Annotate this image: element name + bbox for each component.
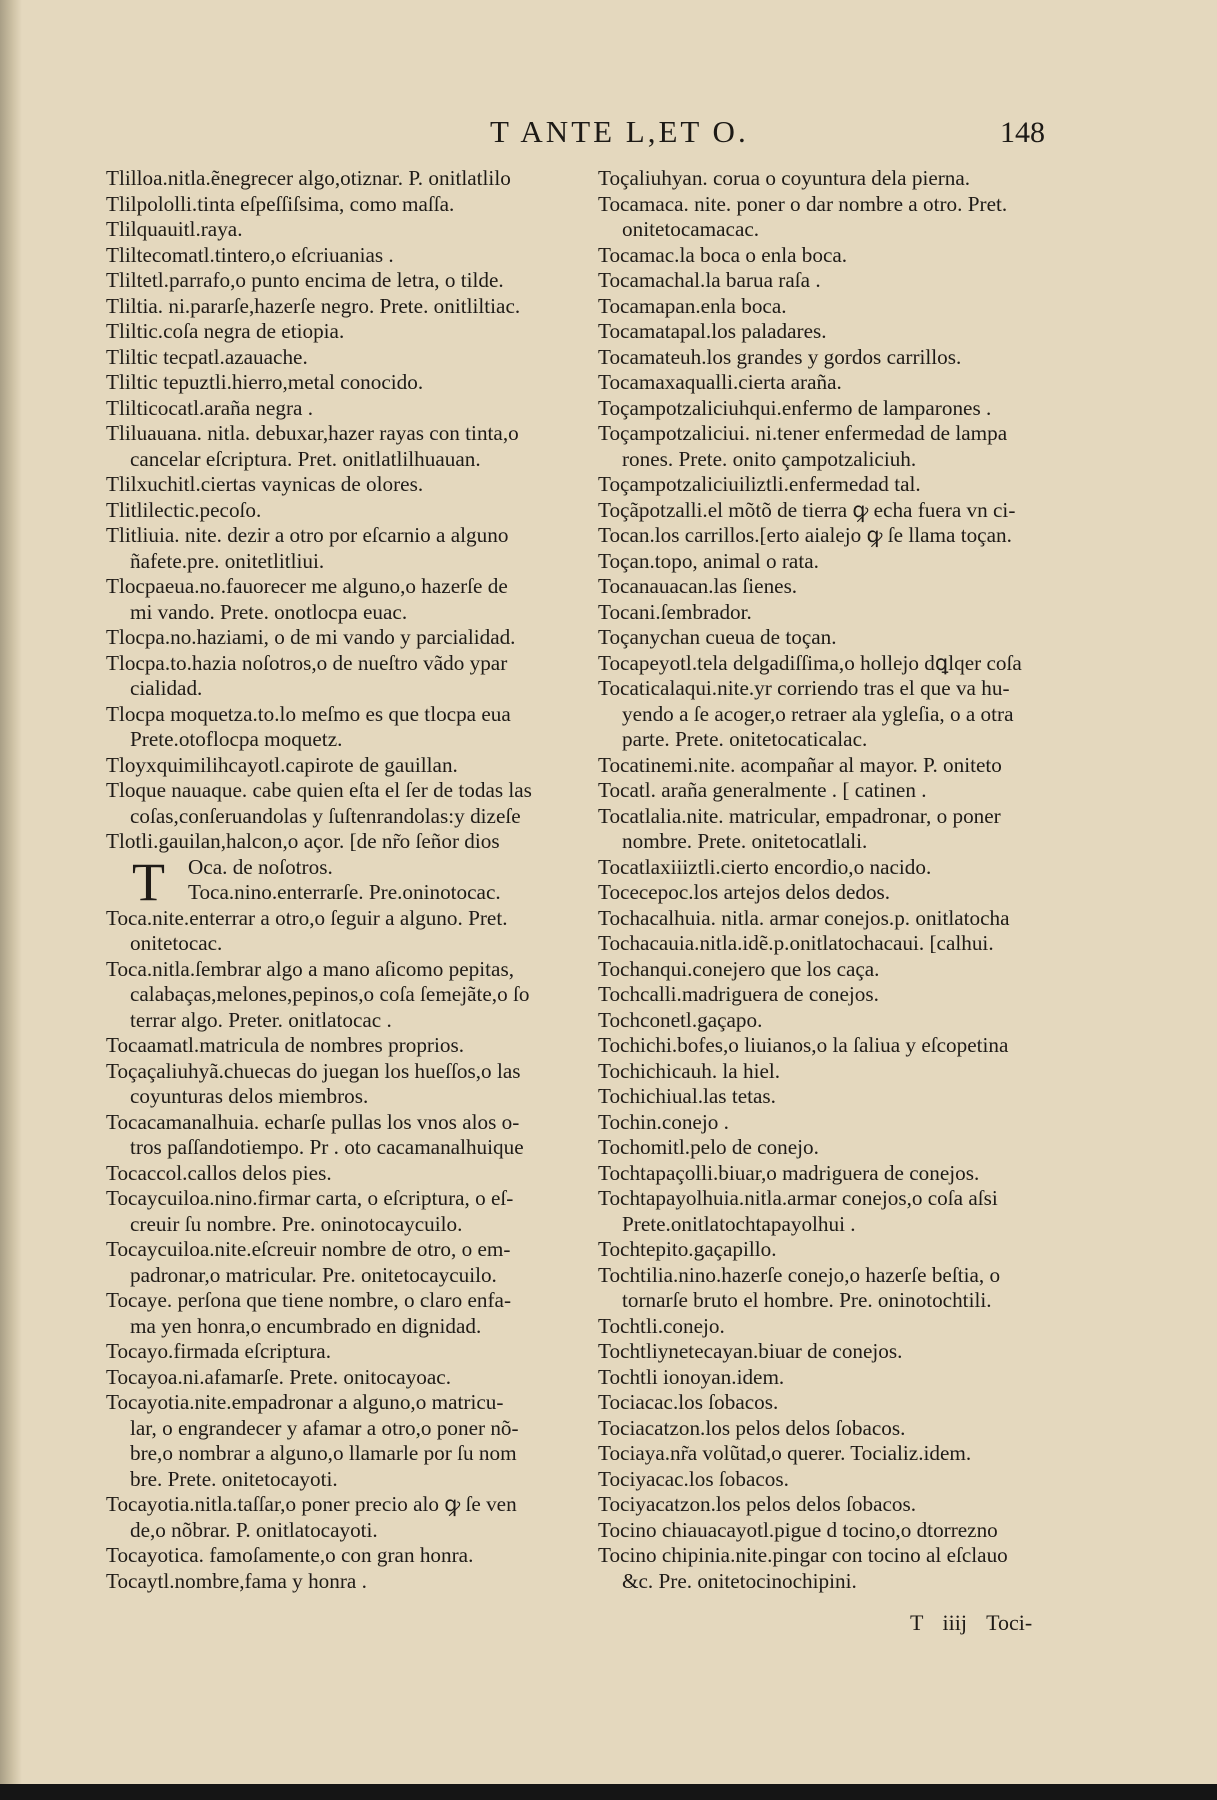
dictionary-line: mi vando. Prete. onotlocpa euac. bbox=[130, 599, 408, 624]
dictionary-line: Tlilxuchitl.ciertas vaynicas de olores. bbox=[106, 472, 424, 496]
dictionary-line: Tloyxquimilihcayotl.capirote de gauillan. bbox=[106, 752, 458, 777]
dictionary-line: Tociacatzon.los pelos delos ſobacos. bbox=[598, 1415, 906, 1440]
dictionary-line: Tochconetl.gaçapo. bbox=[598, 1007, 763, 1032]
left-gutter bbox=[0, 0, 22, 1800]
dictionary-line: Prete.onitlatochtapayolhui . bbox=[622, 1211, 856, 1236]
dictionary-line: Tochanqui.conejero que los caça. bbox=[598, 956, 880, 981]
dictionary-line: Tliltic.coſa negra de etiopia. bbox=[106, 319, 345, 343]
dictionary-line: Tocaamatl.matricula de nombres proprios. bbox=[106, 1033, 464, 1057]
dictionary-line: Tlitliuia. nite. dezir a otro por eſcarnio a alguno bbox=[106, 523, 509, 547]
dictionary-line: Tocayotia.nite.empadronar a alguno,o matricu- bbox=[106, 1390, 504, 1414]
dictionary-line: Tocayoa.ni.afamarſe. Prete. onitocayoac. bbox=[106, 1364, 451, 1389]
dictionary-line: Tocayotia.nitla.taſſar,o poner precio alo ꝙ ſe ven bbox=[106, 1492, 517, 1516]
dictionary-line: Toçampotzaliciui. ni.tener enfermedad de lampa bbox=[598, 421, 1008, 445]
dictionary-line: Tlilloa.nitla.ẽnegrecer algo,otiznar. P. onitlatlilo bbox=[106, 166, 511, 190]
dictionary-line: Tocaticalaqui.nite.yr corriendo tras el que va hu- bbox=[598, 676, 1010, 700]
dictionary-line: Tochtli.conejo. bbox=[598, 1313, 725, 1338]
dictionary-line: Toçan.topo, animal o rata. bbox=[598, 548, 819, 573]
dictionary-line: Tochtliynetecayan.biuar de conejos. bbox=[598, 1339, 903, 1363]
dictionary-line: cancelar eſcriptura. Pret. onitlatlilhuauan. bbox=[130, 446, 481, 471]
drop-cap: T bbox=[132, 851, 165, 912]
dictionary-line: Tliltic tepuztli.hierro,metal conocido. bbox=[106, 370, 424, 394]
dictionary-line: Tociyacatzon.los pelos delos ſobacos. bbox=[598, 1492, 917, 1516]
dictionary-line: Tochichiual.las tetas. bbox=[598, 1084, 776, 1108]
dictionary-line: Tochin.conejo . bbox=[598, 1109, 729, 1134]
left-column bbox=[106, 166, 576, 1594]
dictionary-line: Tlocpa.no.haziami, o de mi vando y parcialidad. bbox=[106, 625, 516, 649]
dictionary-line: Tocacamanalhuia. echarſe pullas los vnos alos o- bbox=[106, 1109, 520, 1134]
dictionary-line: Tocaye. perſona que tiene nombre, o claro enfa- bbox=[106, 1288, 512, 1312]
dictionary-line: Tlitlilectic.pecoſo. bbox=[106, 497, 262, 522]
dictionary-line: Tliltecomatl.tintero,o eſcriuanias . bbox=[106, 242, 394, 267]
dictionary-line: Tliltic tecpatl.azauache. bbox=[106, 344, 308, 369]
dictionary-line: Tocayo.firmada eſcriptura. bbox=[106, 1339, 331, 1363]
dictionary-line: Oca. de noſotros. T bbox=[132, 851, 333, 912]
dictionary-line: tornarſe bruto el hombre. Pre. oninotochtili. bbox=[622, 1288, 992, 1312]
dictionary-line: bre,o nombrar a alguno,o llamarle por ſu nom bbox=[130, 1441, 517, 1465]
dictionary-line: Tocatinemi.nite. acompañar al mayor. P. oniteto bbox=[598, 752, 1002, 777]
right-column bbox=[598, 166, 1070, 1594]
dictionary-line: Tocani.ſembrador. bbox=[598, 599, 752, 624]
dictionary-line: Tliltetl.parrafo,o punto encima de letra, o tilde. bbox=[106, 268, 504, 292]
dictionary-line: ma yen honra,o encumbrado en dignidad. bbox=[130, 1313, 482, 1338]
dictionary-line: Tocaccol.callos delos pies. bbox=[106, 1160, 332, 1185]
dictionary-line: Tochomitl.pelo de conejo. bbox=[598, 1135, 819, 1159]
dictionary-line: Tochtapayolhuia.nitla.armar conejos,o coſa aſsi bbox=[598, 1186, 998, 1210]
dictionary-line: Toçaçaliuhyã.chuecas do juegan los hueſſos,o las bbox=[106, 1058, 521, 1083]
dictionary-line: Toca.nino.enterrarſe. Pre.oninotocac. bbox=[188, 880, 501, 904]
dictionary-line: Tocapeyotl.tela delgadiſſima,o hollejo dꝗlqer coſa bbox=[598, 650, 1022, 675]
dictionary-line: Tocatl. araña generalmente . [ catinen . bbox=[598, 778, 927, 802]
dictionary-line: Prete.otoflocpa moquetz. bbox=[130, 727, 343, 751]
dictionary-line: tros paſſandotiempo. Pr . oto cacamanalhuique bbox=[130, 1135, 524, 1159]
page-bottom-edge bbox=[0, 1784, 1217, 1800]
dictionary-line: Tloque nauaque. cabe quien eſta el ſer de todas las bbox=[106, 778, 532, 802]
dictionary-line: yendo a ſe acoger,o retraer ala ygleſia, o a otra bbox=[622, 701, 1014, 726]
dictionary-line: calabaças,melones,pepinos,o coſa ſemejãte,o ſo bbox=[130, 982, 530, 1006]
dictionary-line: Toçãpotzalli.el mõtõ de tierra ꝙ echa fuera vn ci- bbox=[598, 497, 1016, 522]
dictionary-line: nombre. Prete. onitetocatlali. bbox=[622, 829, 868, 853]
dictionary-line: Tochacalhuia. nitla. armar conejos.p. onitlatocha bbox=[598, 905, 1010, 930]
dictionary-line: Tocecepoc.los artejos delos dedos. bbox=[598, 880, 891, 904]
catchword: T iiij Toci- bbox=[910, 1610, 1033, 1635]
dictionary-line: Tlilpololli.tinta eſpeſſiſsima, como maſſa. bbox=[106, 191, 455, 216]
dictionary-line: Tocaycuiloa.nite.eſcreuir nombre de otro, o em- bbox=[106, 1237, 511, 1261]
dictionary-line: Tocamaxaqualli.cierta araña. bbox=[598, 370, 842, 394]
dictionary-line: Tliltia. ni.pararſe,hazerſe negro. Prete. onitliltiac. bbox=[106, 293, 521, 318]
dictionary-line: Tochacauia.nitla.idẽ.p.onitlatochacaui. [calhui. bbox=[598, 931, 994, 955]
dictionary-line: Toçaliuhyan. corua o coyuntura dela pierna. bbox=[598, 166, 971, 190]
dictionary-line: Tociyacac.los ſobacos. bbox=[598, 1466, 789, 1491]
dictionary-line: Tochcalli.madriguera de conejos. bbox=[598, 982, 879, 1006]
dictionary-line: Tocamatapal.los paladares. bbox=[598, 319, 827, 343]
dictionary-line: Tochichicauh. la hiel. bbox=[598, 1058, 781, 1083]
dictionary-line: Tlilticocatl.araña negra . bbox=[106, 395, 314, 420]
dictionary-line: Tocamaca. nite. poner o dar nombre a otro. Pret. bbox=[598, 191, 1008, 216]
dictionary-line: Toçanychan cueua de toçan. bbox=[598, 625, 837, 649]
dictionary-line: Tlocpaeua.no.fauorecer me alguno,o hazerſe de bbox=[106, 574, 508, 598]
dictionary-line: Tochtepito.gaçapillo. bbox=[598, 1237, 777, 1261]
dictionary-line: Tochtli ionoyan.idem. bbox=[598, 1364, 785, 1389]
dictionary-line: ñafete.pre. onitetlitliui. bbox=[130, 548, 325, 573]
dictionary-line: Tocaycuiloa.nino.firmar carta, o eſcriptura, o eſ- bbox=[106, 1186, 514, 1210]
dictionary-line: Tocamapan.enla boca. bbox=[598, 293, 787, 318]
dictionary-line: Tocino chipinia.nite.pingar con tocino al eſclauo bbox=[598, 1543, 1008, 1567]
dictionary-line: Tlocpa.to.hazia noſotros,o de nueſtro vãdo ypar bbox=[106, 650, 508, 675]
dictionary-line: Toca.nite.enterrar a otro,o ſeguir a alguno. Pret. bbox=[106, 905, 508, 930]
dictionary-line: onitetocamacac. bbox=[622, 217, 760, 241]
dictionary-line: cialidad. bbox=[130, 676, 203, 700]
dictionary-line: Tochtilia.nino.hazerſe conejo,o hazerſe beſtia, o bbox=[598, 1262, 1001, 1287]
running-head: T ANTE L,ET O. bbox=[490, 114, 749, 149]
dictionary-line: Tocaytl.nombre,fama y honra . bbox=[106, 1568, 367, 1593]
dictionary-line: Tocino chiauacayotl.pigue d tocino,o dtorrezno bbox=[598, 1517, 998, 1542]
dictionary-line: coſas,conſeruandolas y ſuſtenrandolas:y dizeſe bbox=[130, 803, 521, 828]
dictionary-line: rones. Prete. onito çampotzaliciuh. bbox=[622, 446, 917, 471]
dictionary-line: Toca.nitla.ſembrar algo a mano aſicomo pepitas, bbox=[106, 956, 514, 981]
dictionary-line: Tochichi.bofes,o liuianos,o la ſaliua y eſcopetina bbox=[598, 1033, 1009, 1057]
dictionary-line: Tocamac.la boca o enla boca. bbox=[598, 242, 848, 267]
dictionary-line: onitetocac. bbox=[130, 931, 223, 955]
dictionary-line: Tochtapaçolli.biuar,o madriguera de conejos. bbox=[598, 1160, 980, 1185]
dictionary-line: Tlocpa moquetza.to.lo meſmo es que tlocpa eua bbox=[106, 701, 511, 726]
dictionary-line: Tocayotica. famoſamente,o con gran honra. bbox=[106, 1543, 474, 1567]
dictionary-line: Toçampotzaliciuiliztli.enfermedad tal. bbox=[598, 472, 921, 496]
dictionary-line: Tocatlaxiiiztli.cierto encordio,o nacido. bbox=[598, 854, 932, 879]
dictionary-line: Tociaya.nr̃a volũtad,o querer. Tocializ.idem. bbox=[598, 1441, 972, 1465]
dictionary-line: Tocan.los carrillos.[erto aialejo ꝙ ſe llama toçan. bbox=[598, 523, 1012, 547]
dictionary-line: Tocamachal.la barua raſa . bbox=[598, 268, 821, 292]
dictionary-line: coyunturas delos miembros. bbox=[130, 1084, 369, 1108]
dictionary-line: &c. Pre. onitetocinochipini. bbox=[622, 1568, 857, 1593]
dictionary-line: parte. Prete. onitetocaticalac. bbox=[622, 727, 868, 751]
dictionary-line: padronar,o matricular. Pre. onitetocaycuilo. bbox=[130, 1262, 497, 1287]
dictionary-line: Tocamateuh.los grandes y gordos carrillos. bbox=[598, 344, 962, 369]
page-number: 148 bbox=[1000, 116, 1045, 149]
dictionary-line: Tliluauana. nitla. debuxar,hazer rayas con tinta,o bbox=[106, 421, 519, 445]
dictionary-line: terrar algo. Preter. onitlatocac . bbox=[130, 1007, 392, 1032]
dictionary-line: creuir ſu nombre. Pre. oninotocaycuilo. bbox=[130, 1211, 463, 1236]
dictionary-line: Tociacac.los ſobacos. bbox=[598, 1390, 779, 1414]
dictionary-line: Tocanauacan.las ſienes. bbox=[598, 574, 798, 598]
dictionary-line: bre. Prete. onitetocayoti. bbox=[130, 1466, 338, 1491]
dictionary-line: lar, o engrandecer y afamar a otro,o poner nõ- bbox=[130, 1415, 519, 1440]
dictionary-line: Toçampotzaliciuhqui.enfermo de lamparones . bbox=[598, 395, 992, 420]
dictionary-line: Tocatlalia.nite. matricular, empadronar, o poner bbox=[598, 803, 1001, 828]
dictionary-line: Tlotli.gauilan,halcon,o açor. [de nr̃o ſeñor dios bbox=[106, 829, 500, 853]
page-header bbox=[0, 114, 1217, 154]
dictionary-line: Tlilquauitl.raya. bbox=[106, 217, 243, 241]
dictionary-line: de,o nõbrar. P. onitlatocayoti. bbox=[130, 1517, 378, 1542]
